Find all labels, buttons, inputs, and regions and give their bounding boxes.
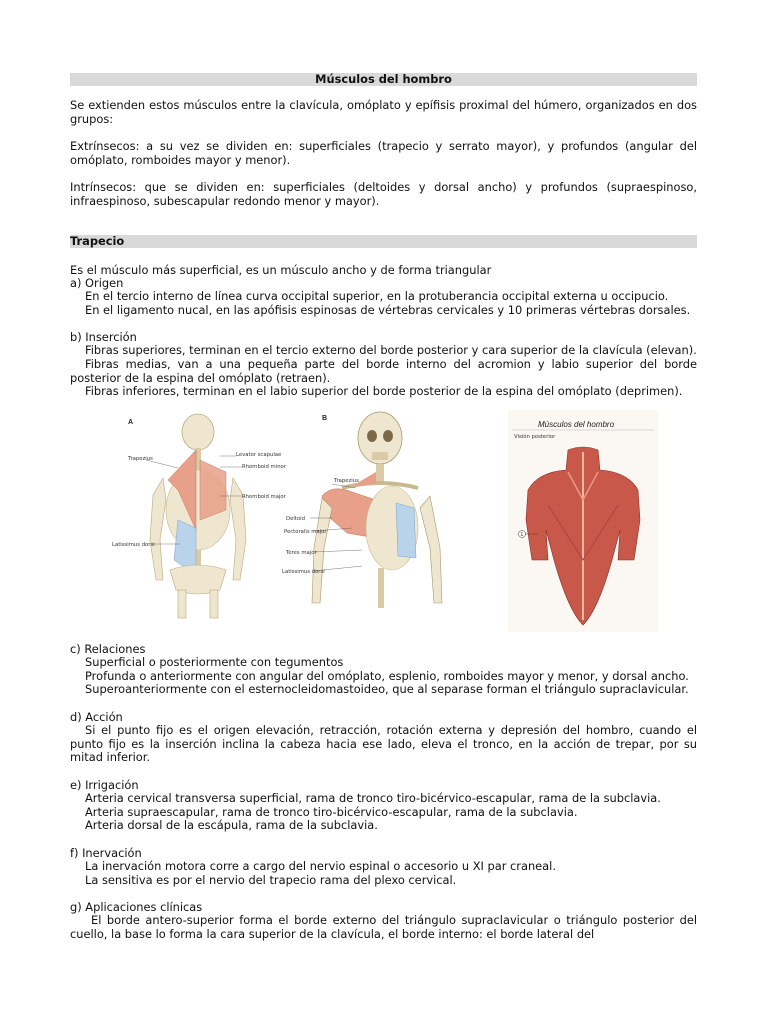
section-title-trapecio: Trapecio bbox=[70, 235, 697, 248]
insercion-line-3: Fibras inferiores, terminan en el labio superior del borde posterior de la espina del omóplato (deprimen). bbox=[85, 384, 683, 398]
aplicaciones-text: El borde antero-superior forma el borde externo del triángulo supraclavicular o triángulo posterior del cuello, la base lo forma la cara superior de la clavícula, el borde interno: el borde lateral del bbox=[70, 913, 697, 941]
label-latissimus-dorsi: Latissimus dorsi bbox=[112, 542, 155, 548]
label-rhomboid-major: Rhomboid major bbox=[242, 494, 286, 500]
relaciones-line: Superoanteriormente con el esternocleidomastoideo, que al separase forman el triángulo supraclavicular. bbox=[85, 682, 689, 697]
trapecio-intro: Es el músculo más superficial, es un músculo ancho y de forma triangular bbox=[70, 263, 492, 277]
irrigacion-heading: e) Irrigación bbox=[70, 778, 139, 792]
eye-socket-right bbox=[383, 430, 393, 442]
right-arm-shape bbox=[420, 496, 442, 603]
accion-heading: d) Acción bbox=[70, 710, 123, 724]
inervacion-heading: f) Inervación bbox=[70, 846, 142, 860]
irrigacion-line: Arteria cervical transversa superficial, rama de tronco tiro-bicérvico-escapular, rama de la subclavia. bbox=[85, 791, 661, 805]
serratus-shape bbox=[396, 503, 416, 558]
left-arm-shape bbox=[150, 478, 166, 580]
right-leg-shape bbox=[210, 590, 218, 618]
figure-a-letter: A bbox=[128, 419, 134, 426]
spine-shape bbox=[378, 568, 384, 608]
label-deltoid: Deltoid bbox=[286, 516, 305, 522]
eye-socket-left bbox=[367, 430, 377, 442]
relaciones-line: Profunda o anteriormente con angular del omóplato, esplenio, romboides mayor y menor, y dorsal ancho. bbox=[85, 668, 689, 683]
relaciones-heading: c) Relaciones bbox=[70, 642, 146, 656]
insercion-heading: b) Inserción bbox=[70, 330, 137, 344]
figure-b-letter: B bbox=[322, 415, 328, 422]
intrinsecos-paragraph: Intrínsecos: que se dividen en: superficiales (deltoides y dorsal ancho) y profundos (supraespinoso, infraespinoso, subescapular redondo menor y mayor). bbox=[70, 180, 697, 208]
inervacion-lines bbox=[70, 860, 712, 887]
irrigacion-lines bbox=[70, 792, 712, 833]
inervacion-line: La sensitiva es por el nervio del trapecio rama del plexo cervical. bbox=[85, 872, 457, 887]
aplicaciones-heading: g) Aplicaciones clínicas bbox=[70, 900, 203, 914]
relaciones-line: Superficial o posteriormente con tegumentos bbox=[85, 655, 344, 669]
irrigacion-line: Arteria dorsal de la escápula, rama de la subclavia. bbox=[85, 818, 378, 833]
plate-subheader: Visión posterior bbox=[514, 434, 556, 440]
label-trapezius: Trapezius bbox=[334, 478, 359, 484]
plate-marker-number: 1 bbox=[520, 532, 524, 538]
pelvis-shape bbox=[170, 565, 226, 594]
figure-b-anterior-muscles bbox=[282, 408, 472, 618]
label-rhomboid-minor: Rhomboid minor bbox=[242, 464, 286, 470]
irrigacion-line: Arteria supraescapular, rama de tronco tiro-bicérvico-escapular, rama de la subclavia. bbox=[85, 804, 578, 819]
figure-c-atlas-plate bbox=[508, 410, 658, 632]
figure-a-posterior-muscles bbox=[108, 410, 288, 620]
plate-header: Músculos del hombro bbox=[538, 420, 615, 429]
relaciones-lines bbox=[70, 656, 712, 697]
extrinsecos-paragraph: Extrínsecos: a su vez se dividen en: superficiales (trapecio y serrato mayor), y profundos (angular del omóplato, romboides mayor y menor). bbox=[70, 139, 697, 167]
origen-line: En el ligamento nucal, en las apófisis espinosas de vértebras cervicales y 10 primeras vértebras dorsales. bbox=[85, 302, 691, 317]
skull-shape bbox=[182, 414, 214, 450]
label-trapezius: Trapezius bbox=[128, 456, 153, 462]
origen-heading: a) Origen bbox=[70, 276, 124, 290]
label-pectoralis-major: Pectoralis major bbox=[284, 529, 327, 535]
label-levator-scapulae: Levator scapulae bbox=[236, 452, 282, 458]
intro-paragraph: Se extienden estos músculos entre la clavícula, omóplato y epífisis proximal del húmero, organizados en dos grupos: bbox=[70, 98, 697, 126]
label-latissimus-dorsi: Latissimus dorsi bbox=[282, 569, 325, 575]
insercion-line-2: Fibras medias, van a una pequeña parte del borde interno del acromion y labio superior del borde posterior de la espina del omóplato (retraen). bbox=[70, 357, 697, 385]
left-leg-shape bbox=[178, 590, 186, 618]
label-teres-major: Teres major bbox=[286, 550, 317, 556]
jaw-shape bbox=[372, 452, 388, 460]
insercion-line-1: Fibras superiores, terminan en el tercio externo del borde posterior y cara superior de la clavícula (elevan). bbox=[85, 343, 697, 357]
origen-lines bbox=[70, 290, 712, 317]
inervacion-line: La inervación motora corre a cargo del nervio espinal o accesorio u XI par craneal. bbox=[85, 859, 556, 873]
neck-shape bbox=[376, 464, 384, 482]
rhomboid-shape bbox=[200, 460, 226, 520]
origen-line: En el tercio interno de línea curva occipital superior, en la protuberancia occipital externa u occipucio. bbox=[85, 289, 669, 303]
accion-text: Si el punto fijo es el origen elevación, retracción, rotación externa y depresión del hombro, cuando el punto fijo es la inserción inclina la cabeza hacia ese lado, eleva el tronco, en la acción de trepar, por su mitad inferior. bbox=[70, 723, 697, 765]
page-title: Músculos del hombro bbox=[70, 73, 697, 86]
